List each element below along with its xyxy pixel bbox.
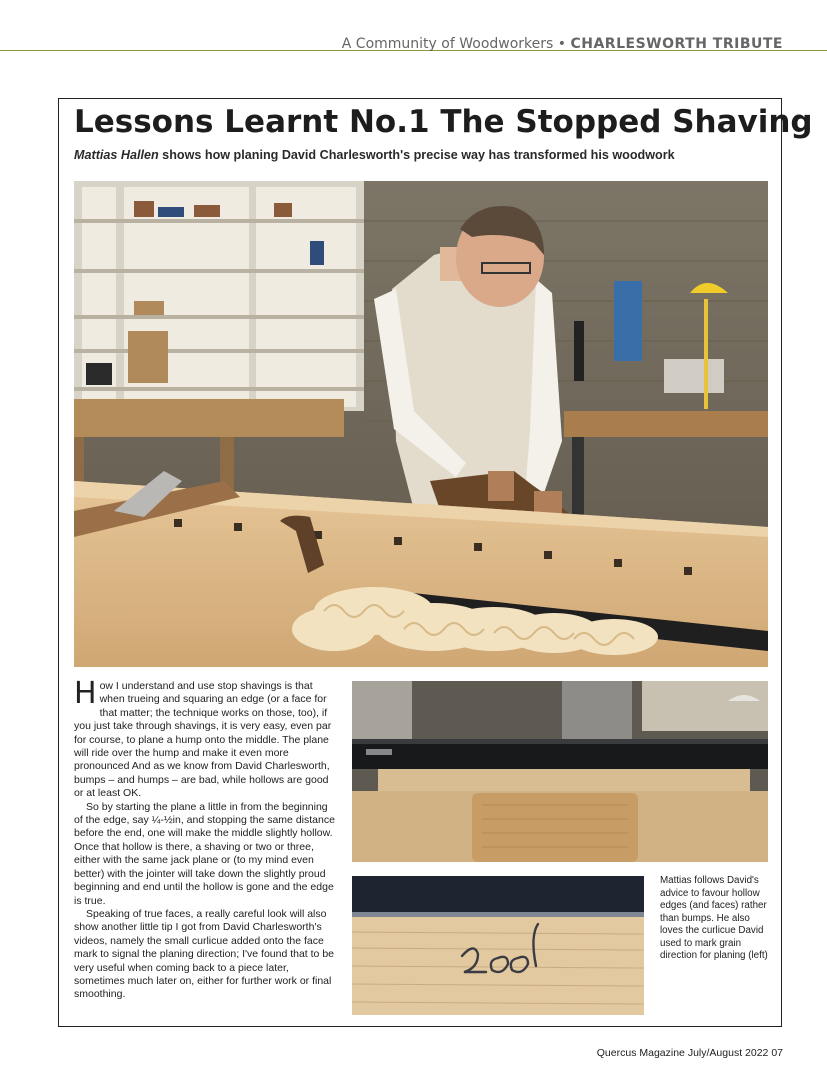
running-header [342,36,783,52]
article-body [74,676,338,1002]
footer-year: 2022 [745,1047,769,1059]
header-separator: • [553,36,571,52]
author-name: Mattias Hallen [74,148,159,162]
page-number: 07 [771,1047,783,1059]
edge-closeup-photo [352,681,768,862]
header-section: A Community of Woodworkers [341,36,554,52]
header-tribute: CHARLESWORTH TRIBUTE [570,36,783,52]
article-title: Lessons Learnt No.1 The Stopped Shaving [74,104,813,140]
paragraph-1-text: ow I understand and use stop shavings is that when trueing and squaring an edge (or a face for that matter; the technique works on those, too), if you just take through shavings, it is very easy, even par for course, to plane a hump onto the middle. The plane will ride over the hump and make it even more pronounced And as we know from David Charlesworth, bumps – and humps – are bad, while hollows are good or at least OK. [74,680,332,800]
article-standfirst [74,148,675,162]
face-mark-photo [352,876,644,1015]
photo-caption: Mattias follows David's advice to favour hollow edges (and faces) rather than bumps. He also loves the curlicue David used to mark grain direction for planing (left) [660,875,768,961]
page-footer [597,1047,783,1059]
paragraph-2: So by starting the plane a little in from the beginning of the edge, say ¼-½in, and stopping the same distance before the end, one will make the middle slightly hollow. Once that hollow is there, a shaving or two or three, either with the same jack plane or (to my mind even better) with the jointer will take down the slightly proud beginning and end until the hollow is gone and the edge is true. [74,800,335,907]
footer-issue: July/August [687,1047,743,1059]
paragraph-3: Speaking of true faces, a really careful look will also show another little tip I got from David Charlesworth's videos, namely the small curlicue added onto the face mark to signal the planing direction; I've found that to be very useful when coming back to a piece later, sometimes much later on, either for further work or final smoothing. [74,907,334,1001]
workshop-photo [74,181,768,667]
standfirst-text: shows how planing David Charlesworth's precise way has transformed his woodwork [158,148,675,162]
drop-cap: H [74,676,97,711]
footer-magazine: Quercus Magazine [596,1047,685,1059]
paragraph-1 [74,676,338,801]
